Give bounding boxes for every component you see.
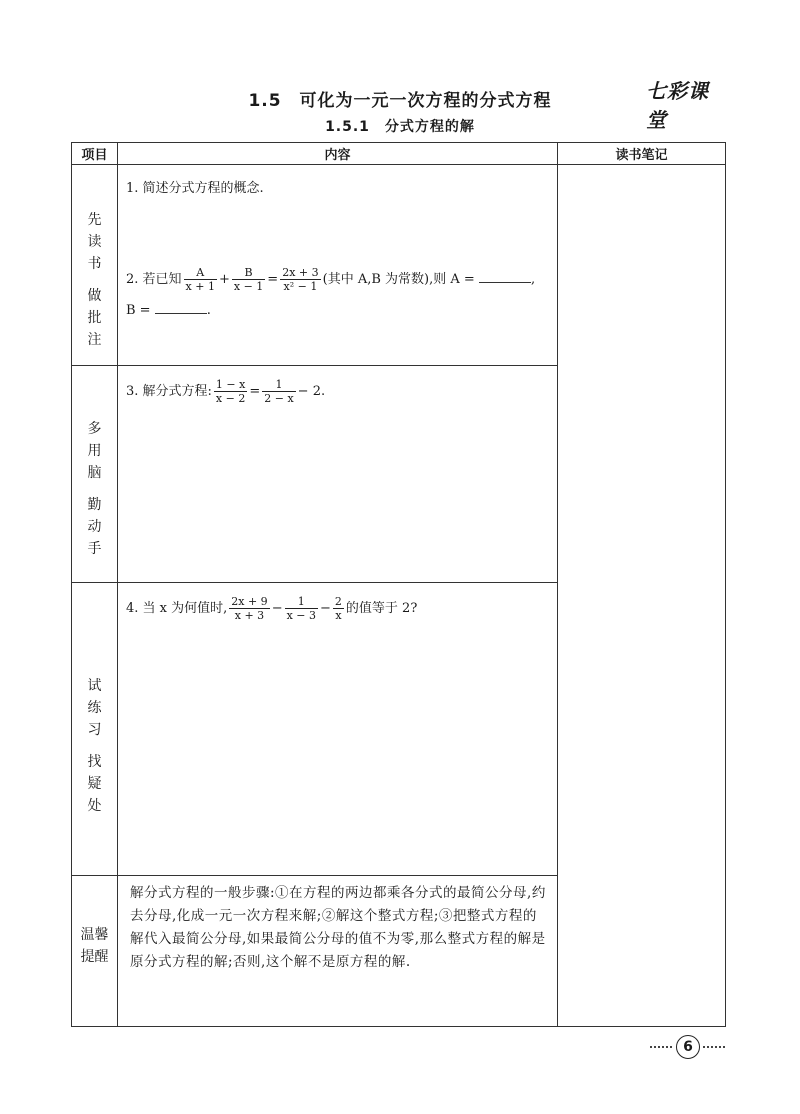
section-subtitle: 1.5.1 分式方程的解 (325, 119, 475, 135)
item-cell-tip (72, 876, 118, 1027)
item-label-line1: 先读书 (87, 212, 102, 272)
content-cell-think (118, 366, 558, 583)
q2-prefix: 2. 若已知 (126, 272, 182, 287)
page-dots-left (650, 1046, 672, 1050)
content-cell-practice (118, 583, 558, 876)
table-row (72, 165, 726, 366)
question-1: 1. 简述分式方程的概念. (126, 181, 264, 196)
q3-fraction-1: $\frac{1 - x}{x - 2}$ (215, 378, 246, 405)
item-label-line2: 勤动手 (87, 497, 102, 557)
notes-column[interactable] (558, 165, 726, 1027)
question-2-line2: B = . (126, 303, 211, 318)
item-cell-practice (72, 583, 118, 876)
study-table (71, 142, 726, 1027)
q2-fraction-2: $\frac{B}{x - 1}$ (233, 266, 264, 293)
item-label-line1: 多用脑 (87, 421, 102, 481)
item-cell-read (72, 165, 118, 366)
question-4: 4. 当 x 为何值时, $\frac{2x + 9}{x + 3}$ − $\frac{1}{x - 3}$ − $\frac{2}{x}$ 的值等于 2? (126, 595, 418, 622)
brand-logo: 七彩课堂 (646, 79, 709, 132)
question-3: 3. 解分式方程: $\frac{1 - x}{x - 2}$ = $\frac{1}{2 - x}$ − 2. (126, 378, 326, 405)
content-cell-read (118, 165, 558, 366)
item-label-line2: 做批注 (87, 288, 102, 348)
tip-text: 解分式方程的一般步骤:①在方程的两边都乘各分式的最简公分母,约去分母,化成一元一次方程来解;②解这个整式方程;③把整式方程的解代入最简公分母,如果最简公分母的值不为零,那么整式方程的解是原分式方程的解;否则,这个解不是原方程的解. (130, 885, 546, 970)
q4-fraction-2: $\frac{1}{x - 3}$ (286, 595, 317, 622)
item-label-line1: 试练习 (87, 678, 102, 738)
item-label-line2: 找疑处 (87, 754, 102, 814)
table-header-row (72, 143, 726, 165)
page-title: 1.5 可化为一元一次方程的分式方程 (248, 91, 552, 111)
page-dots-right (703, 1046, 725, 1050)
item-cell-think (72, 366, 118, 583)
q2-fraction-3: $\frac{2x + 3}{\text{x² − 1}}$ (282, 266, 319, 293)
page-number: 6 (676, 1035, 700, 1059)
content-cell-tip (118, 876, 558, 1027)
header-notes: 读书笔记 (558, 143, 726, 165)
item-label-line1: 温馨 (80, 927, 109, 943)
question-2: 2. 若已知 $\frac{A}{x + 1}$ + $\frac{B}{x - 1}$ = $\frac{2x + 3}{\text{x² − 1}}$ (其中 A,B 为常数),则 A = , (126, 266, 536, 293)
header-content: 内容 (118, 143, 558, 165)
answer-blank-b[interactable] (155, 301, 207, 314)
item-label-line2: 提醒 (80, 949, 109, 965)
q3-fraction-2: $\frac{1}{2 - x}$ (264, 378, 294, 405)
q4-fraction-1: $\frac{2x + 9}{x + 3}$ (231, 595, 268, 622)
answer-blank-a[interactable] (479, 270, 531, 283)
q2-fraction-1: $\frac{A}{x + 1}$ (185, 266, 215, 293)
header-item: 项目 (72, 143, 118, 165)
q4-fraction-3: $\frac{2}{x}$ (334, 595, 342, 622)
